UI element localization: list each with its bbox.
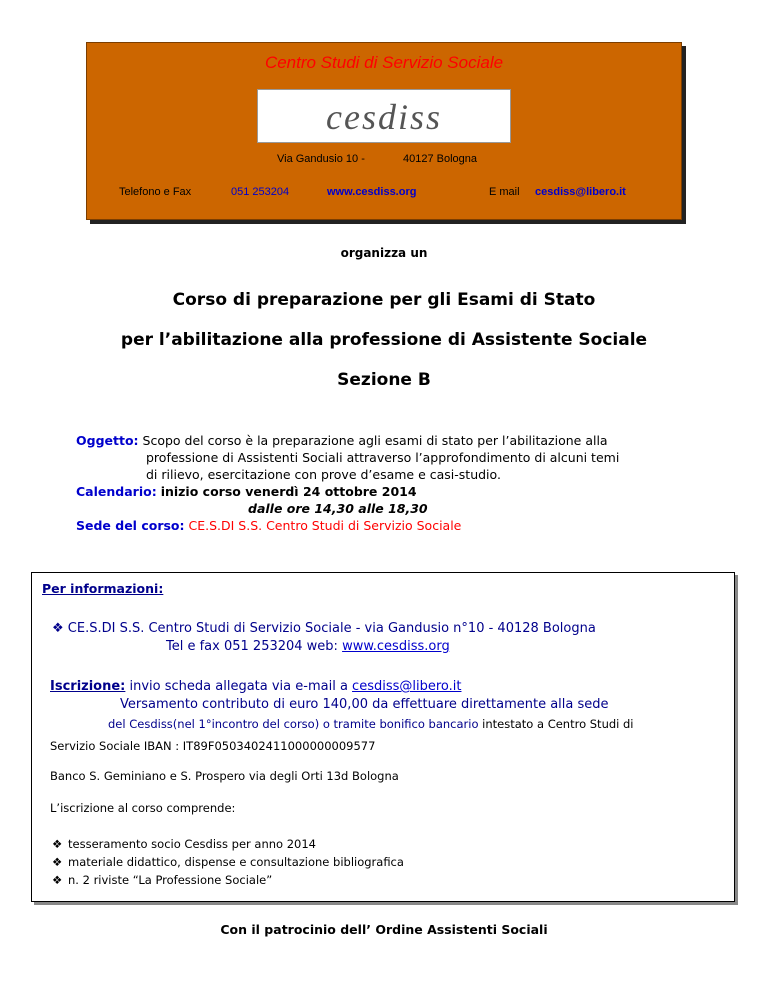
diamond-bullet-icon: ❖ xyxy=(52,873,63,887)
iscrizione-label: Iscrizione: xyxy=(50,679,126,694)
contact-line-2 xyxy=(166,639,450,654)
list-item: ❖ tesseramento socio Cesdiss per anno 2014 xyxy=(52,837,316,851)
calendario-label: Calendario: xyxy=(76,484,157,499)
banco-line: Banco S. Geminiano e S. Prospero via degli Orti 13d Bologna xyxy=(50,769,399,783)
course-title-line-1: Corso di preparazione per gli Esami di Stato xyxy=(172,290,596,310)
course-section: Sezione B xyxy=(337,370,431,390)
header-box xyxy=(86,42,682,220)
sede-label: Sede del corso: xyxy=(76,518,185,533)
header-email-label: E mail xyxy=(489,186,520,198)
calendario-line xyxy=(76,483,417,500)
contact-text: CE.S.DI S.S. Centro Studi di Servizio Sociale - via Gandusio n°10 - 40128 Bologna xyxy=(67,621,596,636)
header-tel-label: Telefono e Fax xyxy=(119,186,192,198)
diamond-bullet-icon: ❖ xyxy=(52,837,63,851)
sede-text: CE.S.DI S.S. Centro Studi di Servizio Sociale xyxy=(188,518,462,533)
bonifico-black: intestato a Centro Studi di xyxy=(478,717,634,731)
contact-line xyxy=(52,621,596,636)
header-phone: 051 253204 xyxy=(231,186,290,198)
cesdiss-logo xyxy=(257,89,511,143)
header-email-link[interactable]: cesdiss@libero.it xyxy=(535,186,626,198)
iban-line: Servizio Sociale IBAN : IT89F0503402411000000009577 xyxy=(50,739,376,753)
includes-list xyxy=(52,835,404,889)
bonifico-line xyxy=(108,717,634,731)
diamond-bullet-icon: ❖ xyxy=(52,855,63,869)
footer-patronage: Con il patrocinio dell’ Ordine Assistenti Sociali xyxy=(220,922,548,937)
oggetto-line-1 xyxy=(76,432,608,449)
logo-text: cesdiss xyxy=(326,97,442,137)
calendario-text: inizio corso venerdì 24 ottobre 2014 xyxy=(160,484,417,499)
iscrizione-text: invio scheda allegata via e-mail a xyxy=(125,679,353,694)
header-city: 40127 Bologna xyxy=(403,153,478,165)
contact-web-link[interactable]: www.cesdiss.org xyxy=(342,639,450,654)
oggetto-text-3: di rilievo, esercitazione con prove d’esame e casi-studio. xyxy=(146,467,501,482)
oggetto-label: Oggetto: xyxy=(76,433,139,448)
header-title: Centro Studi di Servizio Sociale xyxy=(264,53,504,72)
course-title-line-2: per l’abilitazione alla professione di Assistente Sociale xyxy=(120,330,648,350)
orario-text: dalle ore 14,30 alle 18,30 xyxy=(248,501,428,516)
oggetto-text-2: professione di Assistenti Sociali attraverso l’approfondimento di alcuni temi xyxy=(146,450,620,465)
list-item: ❖ n. 2 riviste “La Professione Sociale” xyxy=(52,873,273,887)
sede-line xyxy=(76,517,461,534)
diamond-bullet-icon: ❖ xyxy=(52,621,64,636)
info-box xyxy=(31,572,735,902)
header-address: Via Gandusio 10 - xyxy=(277,153,365,165)
bonifico-blue: del Cesdiss(nel 1°incontro del corso) o tramite bonifico bancario xyxy=(108,717,479,731)
intro-text: organizza un xyxy=(340,246,428,260)
header-website-link[interactable]: www.cesdiss.org xyxy=(327,186,417,198)
oggetto-text-1: Scopo del corso è la preparazione agli esami di stato per l’abilitazione alla xyxy=(142,433,608,448)
versamento-text: Versamento contributo di euro 140,00 da effettuare direttamente alla sede xyxy=(120,697,609,712)
iscrizione-email-link[interactable]: cesdiss@libero.it xyxy=(352,679,462,694)
comprende-line: L’iscrizione al corso comprende: xyxy=(50,801,236,815)
info-title: Per informazioni: xyxy=(42,581,164,596)
list-item: ❖ materiale didattico, dispense e consultazione bibliografica xyxy=(52,855,404,869)
iscrizione-line xyxy=(50,679,461,694)
contact-tel: Tel e fax 051 253204 web: xyxy=(166,639,343,654)
